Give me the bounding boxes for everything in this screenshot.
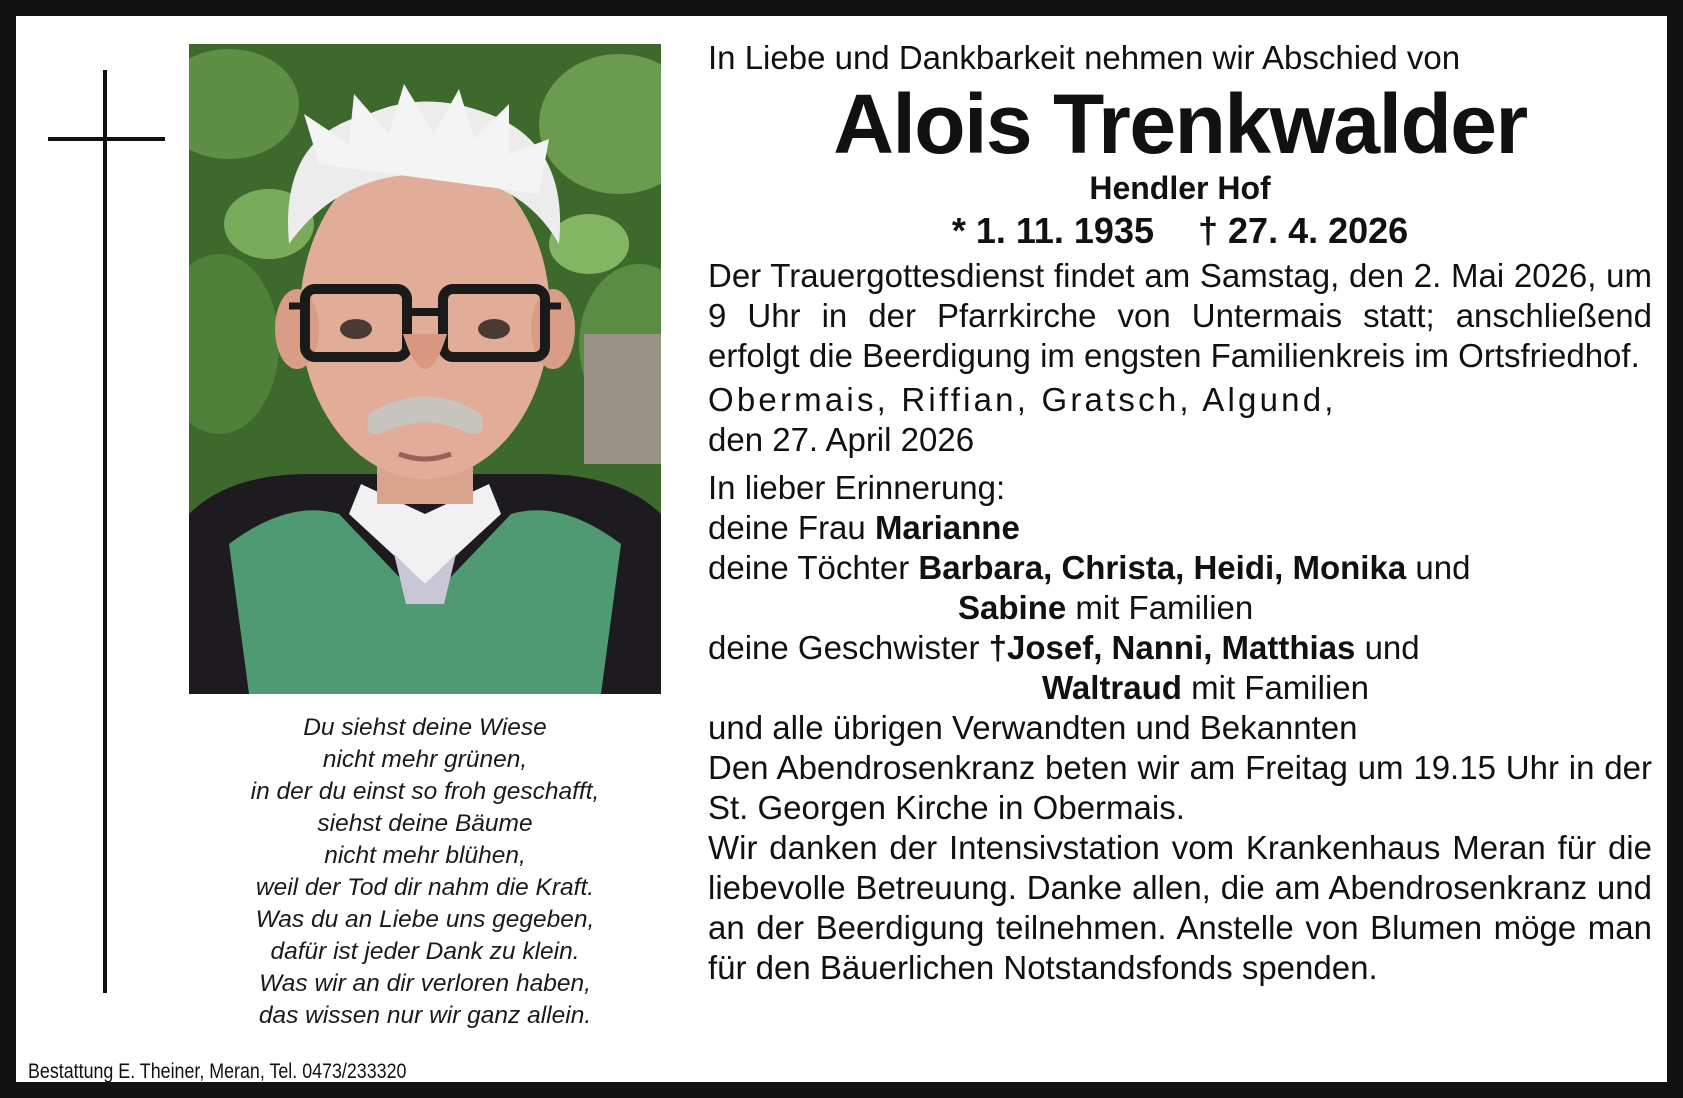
memory-heading: In lieber Erinnerung:: [708, 469, 1006, 506]
siblings-line-cont: [708, 668, 1652, 708]
sibling-last-name: Waltraud: [1042, 669, 1182, 706]
notice-text: [708, 38, 1652, 988]
undertaker-contact: Bestattung E. Theiner, Meran, Tel. 0473/233320: [28, 1060, 407, 1083]
daughters-line-cont: [708, 588, 1652, 628]
poem-line: nicht mehr blühen,: [324, 842, 526, 869]
service-info: Der Trauergottesdienst findet am Samstag, den 2. Mai 2026, um 9 Uhr in der Pfarrkirche von Untermais statt; anschließend erfolgt die Beerdigung im engsten Familienkreis im Ortsfriedhof.: [708, 257, 1652, 374]
thanks-text: Wir danken der Intensivstation vom Krankenhaus Meran für die liebevolle Betreuung. Danke allen, die am Abendrosenkranz und an der Beerdigung teilnehmen. Anstelle von Blumen möge man für den Bäuerlichen Notstandsfonds spenden.: [708, 829, 1652, 986]
siblings-names: †Josef, Nanni, Matthias: [988, 629, 1356, 666]
daughter-last-name: Sabine: [958, 589, 1067, 626]
life-dates: [708, 206, 1652, 256]
memorial-poem: [189, 712, 661, 1032]
daughters-names: Barbara, Christa, Heidi, Monika: [918, 549, 1407, 586]
poem-line: weil der Tod dir nahm die Kraft.: [255, 874, 595, 901]
farm-name: Hendler Hof: [1089, 170, 1271, 206]
poem-line: siehst deine Bäume: [317, 810, 533, 837]
wife-line: [708, 508, 1652, 548]
death-date: † 27. 4. 2026: [1198, 210, 1409, 251]
conjunction: und: [1364, 629, 1420, 666]
daughters-prefix: deine Töchter: [708, 549, 910, 586]
daughters-line: [708, 548, 1652, 588]
poem-line: Was wir an dir verloren haben,: [259, 970, 591, 997]
with-families: mit Familien: [1191, 669, 1369, 706]
deceased-name: Alois Trenkwalder: [833, 77, 1527, 171]
poem-line: nicht mehr grünen,: [322, 746, 528, 773]
siblings-prefix: deine Geschwister: [708, 629, 980, 666]
places-line: Obermais, Riffian, Gratsch, Algund,: [708, 381, 1337, 418]
rosary-info: Den Abendrosenkranz beten wir am Freitag um 19.15 Uhr in der St. Georgen Kirche in Obermais.: [708, 749, 1652, 826]
poem-line: das wissen nur wir ganz allein.: [258, 1002, 592, 1029]
cross-horizontal-bar: [48, 137, 165, 141]
notice-date: den 27. April 2026: [708, 421, 975, 458]
poem-line: Was du an Liebe uns gegeben,: [255, 906, 595, 933]
portrait-illustration: [189, 44, 661, 694]
portrait-photo: [189, 44, 661, 694]
siblings-line: [708, 628, 1652, 668]
with-families: mit Familien: [1075, 589, 1254, 626]
birth-date: * 1. 11. 1935: [951, 210, 1154, 251]
poem-line: Du siehst deine Wiese: [303, 714, 547, 741]
wife-name: Marianne: [874, 509, 1020, 546]
conjunction: und: [1415, 549, 1471, 586]
relatives-line: und alle übrigen Verwandten und Bekannten: [708, 709, 1358, 746]
poem-line: in der du einst so froh geschafft,: [250, 778, 600, 805]
cross-vertical-bar: [103, 70, 107, 993]
intro-line: In Liebe und Dankbarkeit nehmen wir Abschied von: [708, 39, 1461, 76]
poem-line: dafür ist jeder Dank zu klein.: [270, 938, 580, 965]
wife-prefix: deine Frau: [708, 509, 866, 546]
